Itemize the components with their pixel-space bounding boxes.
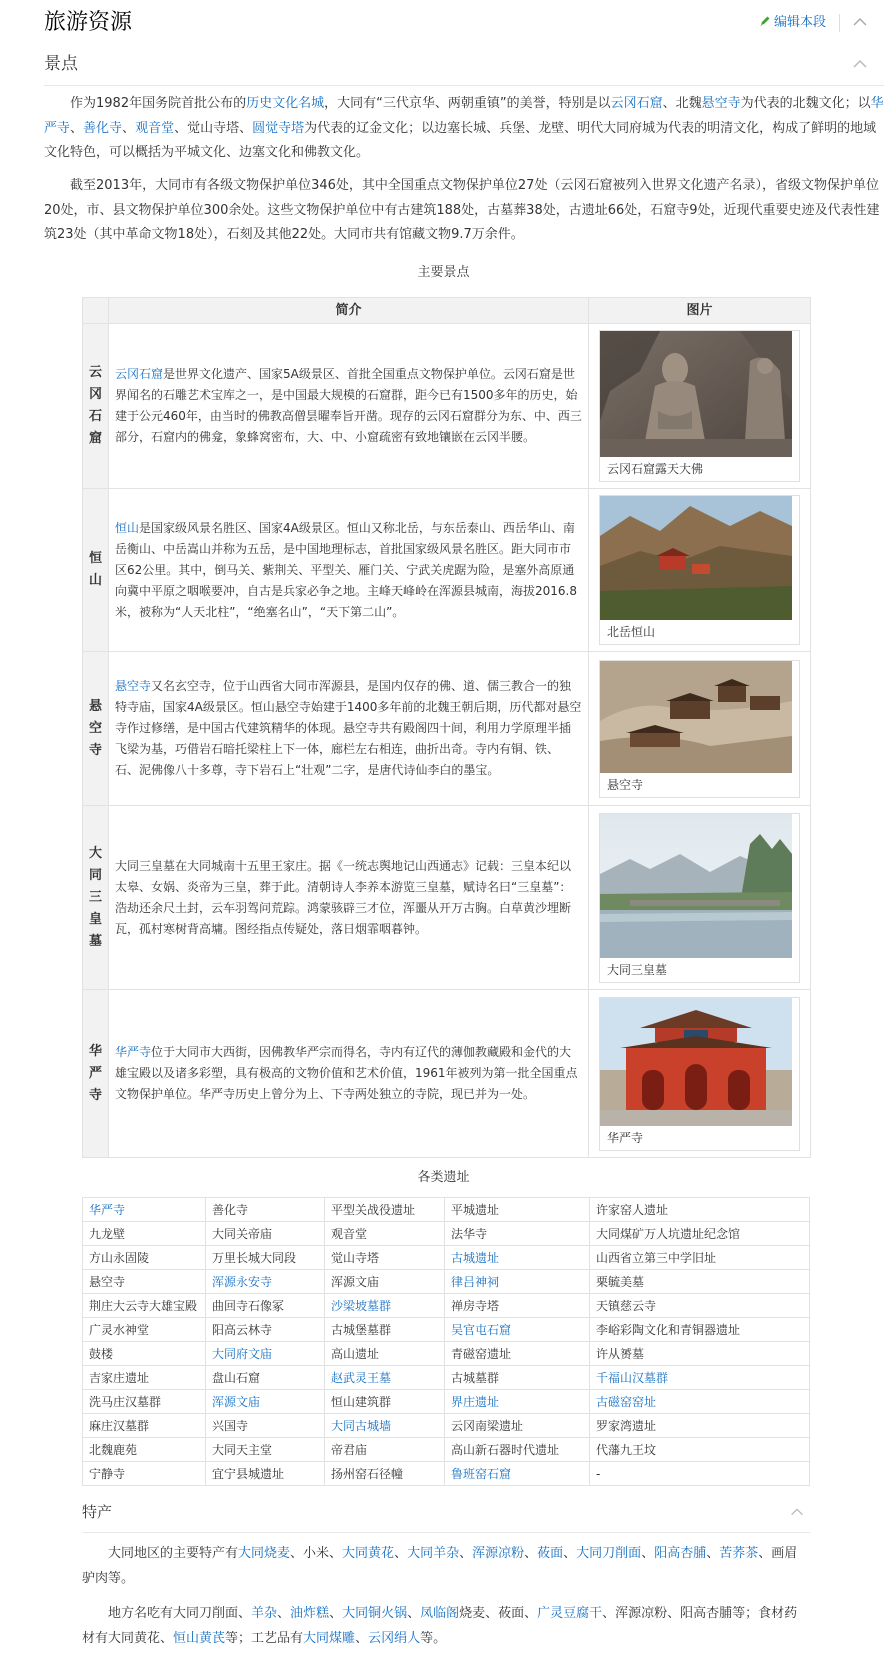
- site-cell: [590, 1462, 810, 1486]
- table-row: [83, 489, 811, 652]
- inline-link[interactable]: 华严寺: [44, 96, 884, 136]
- inline-link[interactable]: 大同煤雕: [303, 1630, 356, 1646]
- table-header-cell: 简介: [109, 298, 589, 324]
- site-cell: [445, 1294, 590, 1318]
- collapse-chevron-icon[interactable]: [850, 12, 870, 32]
- site-name: 李峪彩陶文化和青铜器遗址: [596, 1322, 741, 1337]
- inline-link[interactable]: 云冈石窟: [115, 367, 164, 381]
- text-run: 、小米、: [290, 1546, 343, 1561]
- hanging-temple-image: [600, 661, 792, 773]
- site-name: 古城墓群: [451, 1370, 500, 1385]
- table-row: [83, 1294, 810, 1318]
- inline-link[interactable]: 恒山: [115, 520, 140, 535]
- site-name: 九龙壁: [89, 1226, 126, 1241]
- inline-link[interactable]: 凤临阁: [420, 1606, 460, 1621]
- spot-name: [83, 990, 109, 1158]
- inline-link[interactable]: 华严寺: [115, 1045, 152, 1059]
- inline-link[interactable]: 悬空寺: [701, 96, 741, 111]
- site-cell: [590, 1222, 810, 1246]
- inline-link[interactable]: 云冈绢人: [368, 1630, 421, 1646]
- site-cell: [206, 1318, 325, 1342]
- site-cell: [325, 1462, 445, 1486]
- site-name: 代藩九王坟: [596, 1442, 657, 1457]
- site-cell: [206, 1462, 325, 1486]
- inline-link[interactable]: 莜面: [537, 1546, 564, 1561]
- section-header: [44, 6, 884, 40]
- text-run: 、: [407, 1606, 421, 1621]
- spot-description: [109, 489, 589, 652]
- inline-link[interactable]: 苦荞茶: [719, 1546, 759, 1561]
- subsection-title: 景点: [44, 54, 78, 74]
- table-row: [83, 990, 811, 1158]
- text-run: 大同三皇墓在大同城南十五里王家庄。据《一统志舆地记山西通志》记载：三皇本纪以太皋、女娲、炎帝为三皇，葬于此。清朝诗人李养本游览三皇墓，赋诗名曰“三皇墓”：浩劫还余尺土封，云车羽驾问荒踪。鸿蒙骇辟三才位，浑噩从开万古胸。白草黄沙埋断瓦，孤村寒树背高墉。图经指点传疑处，落日烟霏咽暮钟。: [115, 858, 572, 936]
- site-name: 万里长城大同段: [212, 1250, 297, 1265]
- site-name: 许从赟墓: [596, 1346, 645, 1361]
- site-cell: [445, 1318, 590, 1342]
- site-name: 高山遗址: [331, 1346, 380, 1361]
- text-run: ，大同有“三代京华、两朝重镇”的美誉，特别是以: [324, 96, 611, 111]
- table-row: [83, 1246, 810, 1270]
- text-run: 、: [355, 1630, 369, 1646]
- section-title: 旅游资源: [44, 10, 133, 35]
- specialty-header: [82, 1495, 810, 1533]
- buddha-statue-image: [600, 331, 792, 457]
- site-link[interactable]: 大同府文庙: [212, 1346, 273, 1361]
- site-name: 扬州窑石径幢: [331, 1466, 404, 1481]
- text-run: 、: [563, 1546, 577, 1561]
- text-run: 截至2013年，大同市有各级文物保护单位346处，其中全国重点文物保护单位27处（云冈石窟被列入世界文化遗产名录），省级文物保护单位20处，市、县文物保护单位300余处。这些文物保护单位中有古建筑188处，古墓葬38处，古遗址66处，石窟寺9处，近现代重要史迹及代表性建筑23处（其中革命文物18处），石刻及其他22处。大同市共有馆藏文物9.7万余件。: [44, 178, 880, 242]
- site-name: 盘山石窟: [212, 1370, 261, 1385]
- site-cell: [590, 1342, 810, 1366]
- text-run: 、: [122, 120, 136, 136]
- spot-image-cell: [589, 489, 811, 652]
- site-link[interactable]: 界庄遗址: [451, 1394, 500, 1409]
- text-run: 、画眉驴肉等。: [82, 1546, 798, 1586]
- specialty-title: 特产: [82, 1503, 113, 1521]
- site-cell: [206, 1198, 325, 1222]
- text-run: 、: [394, 1546, 408, 1561]
- site-cell: [590, 1414, 810, 1438]
- site-cell: [445, 1222, 590, 1246]
- text-run: 等；工艺品有: [225, 1630, 304, 1646]
- text-run: 烧麦、莜面、: [459, 1606, 538, 1621]
- site-cell: [325, 1222, 445, 1246]
- text-run: 、觉山寺塔、: [174, 120, 253, 136]
- spot-image-cell: [589, 990, 811, 1158]
- site-cell: [83, 1462, 206, 1486]
- sanhuang-tomb-image: [600, 814, 792, 958]
- huayan-temple-image: [600, 998, 792, 1126]
- spot-image-cell: [589, 806, 811, 990]
- text-run: 为代表的辽金文化；以边塞长城、兵堡、龙壁、明代大同府城为代表的明清文化，构成了鲜明的地域文化特色，可以概括为平城文化、边塞文化和佛教文化。: [44, 120, 877, 160]
- spot-name: [83, 324, 109, 489]
- table-header-cell: [83, 298, 109, 324]
- site-name: 天镇慈云寺: [596, 1298, 657, 1313]
- site-link[interactable]: 古城遗址: [451, 1250, 500, 1265]
- site-cell: [445, 1462, 590, 1486]
- site-name: 宜宁县城遗址: [212, 1466, 285, 1481]
- inline-link[interactable]: 大同铜火锅: [342, 1606, 408, 1621]
- site-cell: [445, 1390, 590, 1414]
- site-name: 善化寺: [212, 1202, 249, 1217]
- intro-paragraph-2: [44, 174, 884, 248]
- spot-image-frame[interactable]: [599, 660, 800, 798]
- site-name: 曲回寺石像冢: [212, 1298, 285, 1313]
- image-caption: 北岳恒山: [607, 625, 656, 639]
- site-name: 觉山寺塔: [331, 1250, 380, 1265]
- table-row: [83, 806, 811, 990]
- spot-description: [109, 990, 589, 1158]
- spot-name-text: 大同三皇墓: [89, 845, 103, 949]
- inline-link[interactable]: 羊杂: [251, 1606, 278, 1621]
- site-link[interactable]: 浑源文庙: [212, 1394, 261, 1409]
- hengshan-mountain-image: [600, 496, 792, 620]
- site-name: 平型关战役遗址: [331, 1202, 416, 1217]
- inline-link[interactable]: 大同烧麦: [238, 1546, 291, 1561]
- site-name: 洗马庄汉墓群: [89, 1394, 162, 1409]
- image-caption: 悬空寺: [607, 777, 644, 792]
- text-run: 位于大同市大西街，因佛教华严宗而得名，寺内有辽代的薄伽教藏殿和金代的大雄宝殿以及诸多彩塑，具有极高的文物价值和艺术价值，1961年被列为第一批全国重点文物保护单位。华严寺历史上曾分为上、下寺两处独立的寺院，现已并为一处。: [115, 1045, 578, 1101]
- inline-link[interactable]: 悬空寺: [115, 679, 152, 693]
- table-row: [83, 1318, 810, 1342]
- table-header-row: [83, 298, 811, 324]
- site-name: 浑源文庙: [331, 1274, 380, 1289]
- site-link[interactable]: 大同古城墙: [331, 1418, 392, 1433]
- site-cell: [83, 1222, 206, 1246]
- site-cell: [590, 1438, 810, 1462]
- image-caption: 云冈石窟露天大佛: [607, 462, 704, 476]
- site-cell: [206, 1342, 325, 1366]
- site-name: 云冈南梁遗址: [451, 1418, 524, 1433]
- site-link[interactable]: 律吕神祠: [451, 1274, 500, 1289]
- text-run: 、: [70, 120, 84, 136]
- inline-link[interactable]: 油炸糕: [290, 1606, 330, 1621]
- site-name: 许家窑人遗址: [596, 1202, 669, 1217]
- table-row: [83, 1198, 810, 1222]
- collapse-chevron-icon[interactable]: [788, 1503, 806, 1521]
- specialty-paragraph-1: [82, 1542, 810, 1591]
- site-cell: [590, 1246, 810, 1270]
- site-name: 法华寺: [451, 1226, 488, 1241]
- site-link[interactable]: 古磁窑窑址: [596, 1394, 657, 1409]
- table-row: [83, 1270, 810, 1294]
- site-name: 鼓楼: [89, 1346, 114, 1361]
- site-cell: [590, 1390, 810, 1414]
- text-run: 作为1982年国务院首批公布的: [70, 96, 247, 111]
- site-cell: [83, 1342, 206, 1366]
- site-name: 吉家庄遗址: [89, 1370, 150, 1385]
- site-link[interactable]: 吴官屯石窟: [451, 1322, 512, 1337]
- inline-link[interactable]: 大同刀削面: [576, 1546, 642, 1561]
- site-cell: [325, 1294, 445, 1318]
- collapse-chevron-icon[interactable]: [850, 54, 870, 74]
- site-cell: [590, 1294, 810, 1318]
- spot-name: [83, 489, 109, 652]
- spot-name-text: 华严寺: [89, 1043, 103, 1103]
- site-name: -: [596, 1466, 601, 1481]
- text-run: 、: [277, 1606, 291, 1621]
- site-name: 麻庄汉墓群: [89, 1418, 150, 1433]
- site-name: 恒山建筑群: [331, 1394, 392, 1409]
- site-link[interactable]: 浑源永安寺: [212, 1274, 273, 1289]
- text-run: 、: [459, 1546, 473, 1561]
- text-run: 地方名吃有大同刀削面、: [108, 1606, 252, 1621]
- site-name: 栗毓美墓: [596, 1274, 645, 1289]
- site-name: 阳高云林寺: [212, 1322, 273, 1337]
- site-name: 荆庄大云寺大雄宝殿: [89, 1298, 198, 1313]
- site-cell: [325, 1198, 445, 1222]
- image-caption: 华严寺: [607, 1130, 644, 1145]
- site-cell: [325, 1246, 445, 1270]
- site-name: 禅房寺塔: [451, 1298, 500, 1313]
- text-run: 、北魏: [662, 96, 702, 111]
- inline-link[interactable]: 大同黄花: [342, 1546, 395, 1561]
- specialty-paragraph-2: [82, 1602, 810, 1651]
- text-run: 为代表的北魏文化；以: [740, 96, 871, 111]
- site-cell: [83, 1294, 206, 1318]
- site-cell: [325, 1318, 445, 1342]
- site-cell: [206, 1222, 325, 1246]
- text-run: 是国家级风景名胜区、国家4A级景区。恒山又称北岳，与东岳泰山、西岳华山、南岳衡山、中岳嵩山并称为五岳，是中国地理标志，首批国家级风景名胜区。距大同市市区62公里。其中，倒马关、紫荆关、平型关、雁门关、宁武关虎踞为险，是塞外高原通向冀中平原之咽喉要冲，自古是兵家必争之地。主峰天峰岭在浑源县城南，海拔2016.8米，被称为“人天北柱”，“绝塞名山”，“天下第二山”。: [115, 520, 577, 619]
- sites-table-caption: 各类遗址: [417, 1170, 470, 1185]
- site-cell: [590, 1198, 810, 1222]
- site-cell: [325, 1366, 445, 1390]
- text-run: 等。: [420, 1630, 447, 1646]
- edit-section-label: 编辑本段: [773, 15, 826, 30]
- text-run: 、: [641, 1546, 655, 1561]
- inline-link[interactable]: 云冈石窟: [610, 96, 663, 111]
- site-name: 大同煤矿万人坑遗址纪念馆: [596, 1226, 741, 1241]
- site-cell: [83, 1246, 206, 1270]
- site-cell: [590, 1318, 810, 1342]
- site-name: 青磁窑遗址: [451, 1346, 512, 1361]
- inline-link[interactable]: 恒山黄芪: [173, 1630, 226, 1646]
- spot-image-cell: [589, 324, 811, 489]
- spot-description: [109, 652, 589, 806]
- site-link[interactable]: 赵武灵王墓: [331, 1370, 392, 1385]
- site-name: 北魏鹿苑: [89, 1442, 138, 1457]
- spot-name-text: 恒山: [89, 551, 103, 588]
- site-cell: [325, 1438, 445, 1462]
- site-cell: [445, 1342, 590, 1366]
- table-row: [83, 324, 811, 489]
- site-cell: [325, 1270, 445, 1294]
- intro-paragraph-1: [44, 92, 884, 166]
- site-cell: [83, 1366, 206, 1390]
- site-name: 大同天主堂: [212, 1442, 273, 1457]
- inline-link[interactable]: 圆觉寺塔: [252, 120, 305, 136]
- table-row: [83, 1438, 810, 1462]
- site-cell: [83, 1198, 206, 1222]
- text-run: 、: [329, 1606, 343, 1621]
- site-name: 宁静寺: [89, 1466, 126, 1481]
- spot-name: [83, 806, 109, 990]
- site-cell: [83, 1414, 206, 1438]
- spot-image-cell: [589, 652, 811, 806]
- inline-link[interactable]: 大同羊杂: [407, 1546, 460, 1561]
- site-cell: [325, 1414, 445, 1438]
- site-cell: [590, 1366, 810, 1390]
- text-run: 又名玄空寺，位于山西省大同市浑源县，是国内仅存的佛、道、儒三教合一的独特寺庙，国家4A级景区。恒山悬空寺始建于1400多年前的北魏王朝后期，历代都对悬空寺作过修缮，是中国古代建筑精华的体现。悬空寺共有殿阁四十间，利用力学原理半插飞梁为基，巧借岩石暗托梁柱上下一体，廊栏左右相连，曲折出奇。寺内有铜、铁、石、泥佛像八十多尊，寺下岩石上“壮观”二字，是唐代诗仙李白的墨宝。: [115, 679, 582, 777]
- site-cell: [445, 1270, 590, 1294]
- site-cell: [445, 1438, 590, 1462]
- site-link[interactable]: 鲁班窑石窟: [451, 1466, 512, 1481]
- spot-image-frame[interactable]: [599, 330, 800, 482]
- site-name: 山西省立第三中学旧址: [596, 1250, 717, 1265]
- text-run: 是世界文化遗产、国家5A级景区、首批全国重点文物保护单位。云冈石窟是世界闻名的石雕艺术宝库之一，是中国最大规模的石窟群，距今已有1500多年的历史，始建于公元460年，由当时的佛教高僧昙曜奉旨开凿。现存的云冈石窟群分为东、中、西三部分，石窟内的佛龛，象蜂窝密布，大、中、小窟疏密有致地镶嵌在云冈半腰。: [115, 367, 582, 444]
- site-cell: [206, 1246, 325, 1270]
- site-name: 兴国寺: [212, 1418, 249, 1433]
- sites-table: [82, 1197, 810, 1486]
- inline-link[interactable]: 观音堂: [135, 120, 175, 136]
- site-name: 高山新石器时代遗址: [451, 1442, 560, 1457]
- spot-name: [83, 652, 109, 806]
- site-link[interactable]: 沙梁坡墓群: [331, 1298, 392, 1313]
- site-cell: [445, 1414, 590, 1438]
- spots-table: [82, 297, 811, 1158]
- spot-description: [109, 806, 589, 990]
- spot-name-text: 悬空寺: [89, 698, 103, 758]
- inline-link[interactable]: 历史文化名城: [246, 96, 325, 111]
- spot-description: [109, 324, 589, 489]
- spot-image-frame[interactable]: [599, 813, 800, 983]
- table-row: [83, 1414, 810, 1438]
- site-link[interactable]: 千福山汉墓群: [596, 1370, 669, 1385]
- text-run: 大同地区的主要特产有: [108, 1546, 239, 1561]
- inline-link[interactable]: 阳高杏脯: [654, 1546, 707, 1561]
- text-run: 、: [524, 1546, 538, 1561]
- site-cell: [83, 1438, 206, 1462]
- table-row: [83, 1222, 810, 1246]
- site-cell: [445, 1366, 590, 1390]
- site-name: 平城遗址: [451, 1202, 500, 1217]
- table-row: [83, 1342, 810, 1366]
- spots-table-caption: 主要景点: [417, 265, 470, 280]
- site-cell: [325, 1390, 445, 1414]
- pencil-icon: [759, 15, 771, 27]
- site-cell: [445, 1246, 590, 1270]
- site-name: 观音堂: [331, 1226, 368, 1241]
- site-cell: [325, 1342, 445, 1366]
- site-name: 悬空寺: [89, 1274, 126, 1289]
- table-row: [83, 652, 811, 806]
- site-cell: [83, 1390, 206, 1414]
- text-run: 、: [706, 1546, 720, 1561]
- spot-image-frame[interactable]: [599, 495, 800, 645]
- site-cell: [206, 1390, 325, 1414]
- header-divider: [839, 14, 840, 32]
- table-row: [83, 1462, 810, 1486]
- site-cell: [206, 1438, 325, 1462]
- site-link[interactable]: 华严寺: [89, 1202, 126, 1217]
- site-name: 大同关帝庙: [212, 1226, 273, 1241]
- table-row: [83, 1366, 810, 1390]
- site-name: 古城堡墓群: [331, 1322, 392, 1337]
- site-name: 方山永固陵: [89, 1250, 150, 1265]
- table-row: [83, 1390, 810, 1414]
- subsection-header: [44, 46, 884, 86]
- site-cell: [83, 1318, 206, 1342]
- inline-link[interactable]: 广灵豆腐干: [537, 1606, 603, 1621]
- site-cell: [83, 1270, 206, 1294]
- inline-link[interactable]: 浑源凉粉: [472, 1546, 525, 1561]
- spot-name-text: 云冈石窟: [89, 365, 103, 446]
- inline-link[interactable]: 善化寺: [83, 120, 123, 136]
- site-cell: [445, 1198, 590, 1222]
- edit-section-button[interactable]: [759, 14, 826, 32]
- site-cell: [206, 1294, 325, 1318]
- site-cell: [206, 1366, 325, 1390]
- site-name: 罗家湾遗址: [596, 1418, 657, 1433]
- image-caption: 大同三皇墓: [607, 962, 668, 977]
- table-header-cell: 图片: [589, 298, 811, 324]
- site-cell: [590, 1270, 810, 1294]
- text-run: 、浑源凉粉、阳高杏脯等；食材药材有大同黄花、: [82, 1606, 798, 1646]
- site-name: 广灵水神堂: [89, 1322, 150, 1337]
- site-cell: [206, 1270, 325, 1294]
- spot-image-frame[interactable]: [599, 997, 800, 1151]
- site-name: 帝君庙: [331, 1442, 368, 1457]
- site-cell: [206, 1414, 325, 1438]
